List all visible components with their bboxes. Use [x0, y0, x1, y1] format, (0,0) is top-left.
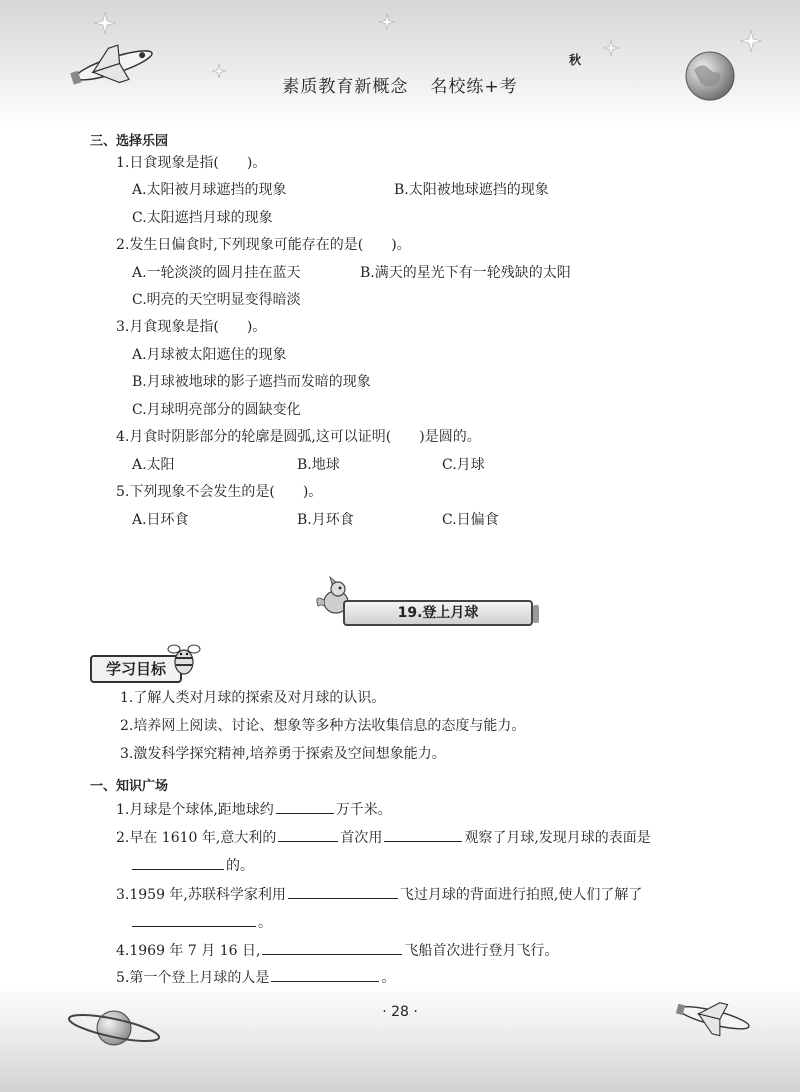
- option-c: C.明亮的天空明显变得暗淡: [132, 292, 301, 308]
- question-text: 。: [258, 915, 272, 931]
- option-b: B.地球: [297, 457, 340, 473]
- question-text: 的。: [226, 858, 254, 874]
- sparkle-star-icon: [740, 30, 762, 52]
- fill-question-2-cont: [132, 855, 254, 875]
- question-text: 首次用: [340, 830, 383, 846]
- goal-item: 3.激发科学探究精神,培养勇于探索及空间想象能力。: [120, 746, 446, 762]
- answer-blank[interactable]: [278, 827, 338, 842]
- question-text: 。: [381, 970, 396, 986]
- question-text: 5.第一个登上月球的人是: [116, 970, 270, 986]
- answer-blank[interactable]: [132, 912, 256, 927]
- page-number: · 28 ·: [382, 1004, 418, 1020]
- learning-goals-label: 学习目标: [90, 655, 182, 683]
- option-a: A.太阳: [132, 457, 175, 473]
- question-stem: 4.月食时阴影部分的轮廓是圆弧,这可以证明( )是圆的。: [116, 429, 481, 445]
- fill-question-3-cont: [132, 912, 272, 932]
- section-title-knowledge: 一、知识广场: [90, 779, 169, 794]
- option-a: A.月球被太阳遮住的现象: [132, 347, 287, 363]
- fill-question-1: [116, 799, 392, 819]
- fill-question-4: [116, 940, 558, 960]
- fill-question-5: [116, 967, 395, 987]
- question-stem: 3.月食现象是指( )。: [116, 319, 267, 335]
- answer-blank[interactable]: [384, 827, 462, 842]
- question-text: 观察了月球,发现月球的表面是: [464, 830, 651, 846]
- answer-blank[interactable]: [132, 855, 224, 870]
- series-title: 素质教育新概念: [282, 77, 409, 97]
- option-b: B.太阳被地球遮挡的现象: [394, 182, 549, 198]
- question-text: 2.早在 1610 年,意大利的: [116, 830, 277, 846]
- option-c: C.月球: [442, 457, 485, 473]
- question-text: 3.1959 年,苏联科学家利用: [116, 887, 286, 903]
- option-a: A.太阳被月球遮挡的现象: [132, 182, 287, 198]
- question-text: 飞船首次进行登月飞行。: [404, 943, 559, 959]
- goal-item: 1.了解人类对月球的探索及对月球的认识。: [120, 690, 386, 706]
- page-header-title: [0, 72, 800, 97]
- option-a: A.日环食: [132, 512, 189, 528]
- sparkle-star-icon: [603, 40, 619, 56]
- question-text: 万千米。: [335, 802, 392, 818]
- lesson-title: 19.登上月球: [343, 600, 533, 626]
- answer-blank[interactable]: [276, 799, 334, 814]
- fill-question-3: [116, 884, 642, 904]
- goal-item: 2.培养网上阅读、讨论、想象等多种方法收集信息的态度与能力。: [120, 718, 526, 734]
- section-title-choice: 三、选择乐园: [90, 134, 169, 149]
- sparkle-star-icon: [94, 12, 116, 34]
- question-text: 4.1969 年 7 月 16 日,: [116, 943, 261, 959]
- season-label: 秋: [569, 53, 582, 67]
- answer-blank[interactable]: [262, 940, 402, 955]
- question-stem: 5.下列现象不会发生的是( )。: [116, 484, 323, 500]
- question-stem: 1.日食现象是指( )。: [116, 155, 267, 171]
- question-text: 飞过月球的背面进行拍照,使人们了解了: [399, 887, 643, 903]
- answer-blank[interactable]: [271, 967, 379, 982]
- option-b: B.月环食: [297, 512, 354, 528]
- bee-mascot-icon: [166, 640, 202, 678]
- option-a: A.一轮淡淡的圆月挂在蓝天: [132, 265, 301, 281]
- option-c: C.日偏食: [442, 512, 499, 528]
- answer-blank[interactable]: [288, 884, 398, 899]
- question-stem: 2.发生日偏食时,下列现象可能存在的是( )。: [116, 237, 411, 253]
- option-c: C.太阳遮挡月球的现象: [132, 210, 273, 226]
- sparkle-star-icon: [379, 14, 395, 30]
- option-b: B.月球被地球的影子遮挡而发暗的现象: [132, 374, 371, 390]
- question-text: 1.月球是个球体,距地球约: [116, 802, 274, 818]
- fill-question-2: [116, 827, 651, 847]
- option-c: C.月球明亮部分的圆缺变化: [132, 402, 301, 418]
- series-subtitle: 名校练+考: [430, 77, 518, 97]
- option-b: B.满天的星光下有一轮残缺的太阳: [360, 265, 571, 281]
